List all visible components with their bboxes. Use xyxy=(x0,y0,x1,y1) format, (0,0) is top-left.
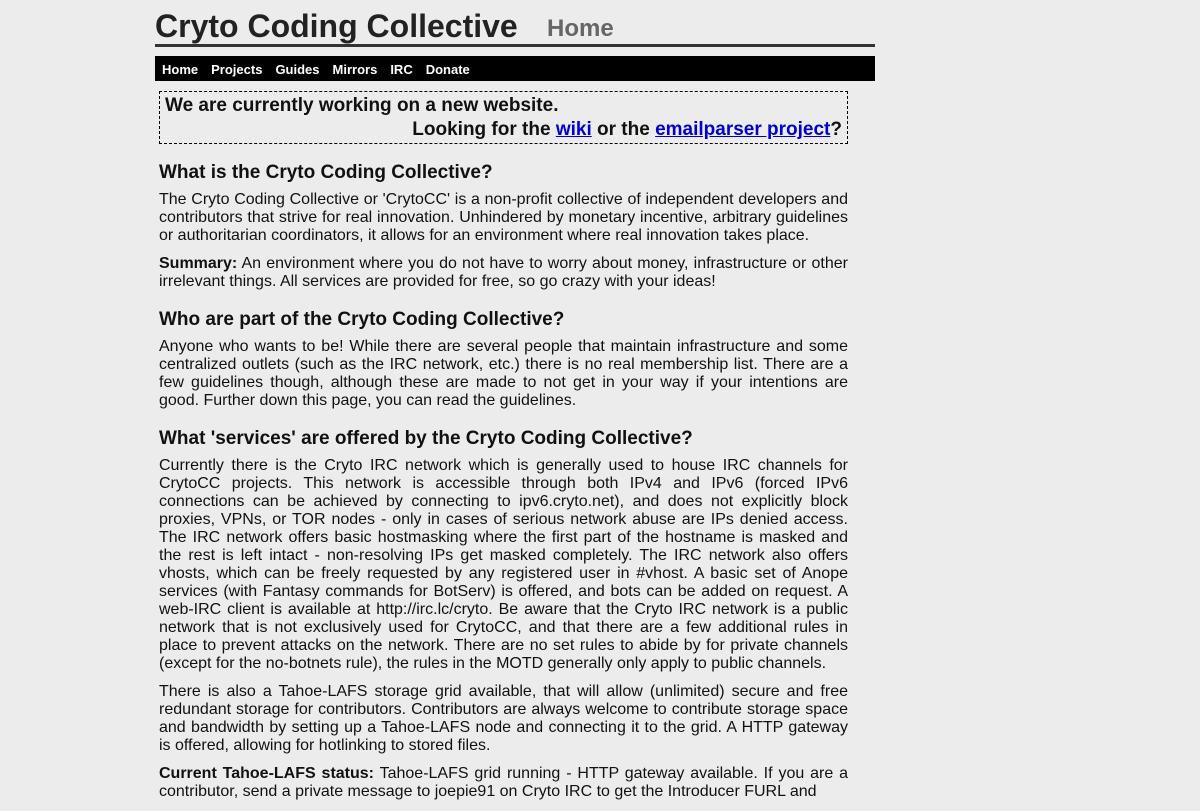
notice-prefix: Looking for the xyxy=(412,119,556,140)
heading-what-is: What is the Cryto Coding Collective? xyxy=(159,162,493,183)
services-tahoe-paragraph: There is also a Tahoe-LAFS storage grid available, that will allow (unlimited) secure and free redundant storage for contributors. Contributors are always welcome to contribute storage space and bandwidth by setting up a Tahoe-LAFS node and connecting it to the grid. A HTTP gateway is offered, allowing for hotlinking to stored files. xyxy=(159,683,848,754)
notice-line2 xyxy=(165,118,842,142)
summary-text: An environment where you do not have to worry about money, infrastructure or other irrelevant things. All services are provided for free, so go crazy with your ideas! xyxy=(159,255,848,290)
services-irc-paragraph: Currently there is the Cryto IRC network which is generally used to house IRC channels for CrytoCC projects. This network is accessible through both IPv4 and IPv6 (forced IPv6 connections can be achieved by connecting to ipv6.cryto.net), and does not explicitly block proxies, VPNs, or TOR nodes - only in cases of serious network abuse are IPs denied access. The IRC network offers basic hostmasking where the first part of the hostname is masked and the rest is left intact - non-resolving IPs get masked completely. The IRC network also offers vhosts, which can be freely requested by any registered user in #vhost. A basic set of Anope services (with Fantasy commands for BotServ) is offered, and bots can be added on request. A web-IRC client is available at http://irc.lc/cryto. Be aware that the Cryto IRC network is a public network that is not exclusively used for CrytoCC, and that there are a few additional rules in place to prevent attacks on the network. There are no set rules to abide by for private channels (except for the no-botnets rule), the rules in the MOTD generally only apply to public channels. xyxy=(159,457,848,672)
notice-suffix: ? xyxy=(830,119,842,140)
who-are-paragraph: Anyone who wants to be! While there are several people that maintain infrastructure and some centralized outlets (such as the IRC network, etc.) there is no real membership list. There are a few guidelines though, although these are made to not get in your way if your intentions are good. Further down this page, you can read the guidelines. xyxy=(159,338,848,409)
site-title: Cryto Coding Collective xyxy=(155,8,518,44)
page-subtitle: Home xyxy=(547,15,614,42)
summary-paragraph xyxy=(159,255,848,291)
tahoe-status-text: Tahoe-LAFS grid running - HTTP gateway available. If you are a contributor, send a private message to joepie91 on Cryto IRC to get the Introducer FURL and xyxy=(159,765,849,800)
wiki-link[interactable]: wiki xyxy=(555,119,592,140)
new-website-notice xyxy=(159,91,848,144)
tahoe-status-label: Current Tahoe-LAFS status: xyxy=(159,765,375,782)
main-content xyxy=(159,91,848,801)
nav-mirrors[interactable]: Mirrors xyxy=(332,62,378,77)
page-header xyxy=(155,0,875,47)
nav-guides[interactable]: Guides xyxy=(275,62,320,77)
summary-label: Summary: xyxy=(159,255,238,272)
main-navbar xyxy=(155,56,875,81)
what-is-paragraph: The Cryto Coding Collective or 'CrytoCC' is a non-profit collective of independent developers and contributors that strive for real innovation. Unhindered by monetary incentive, arbitrary guidelines or authoritarian coordinators, it allows for an environment where real innovation takes place. xyxy=(159,191,848,244)
nav-irc[interactable]: IRC xyxy=(390,62,413,77)
notice-middle: or the xyxy=(591,119,656,140)
heading-who-are: Who are part of the Cryto Coding Collective? xyxy=(159,309,565,330)
nav-home[interactable]: Home xyxy=(162,62,199,77)
notice-line1: We are currently working on a new website. xyxy=(165,95,559,116)
nav-projects[interactable]: Projects xyxy=(211,62,263,77)
emailparser-project-link[interactable]: emailparser project xyxy=(655,119,831,140)
page-wrapper xyxy=(155,0,875,811)
heading-services: What 'services' are offered by the Cryto Coding Collective? xyxy=(159,428,693,449)
nav-donate[interactable]: Donate xyxy=(425,62,470,77)
tahoe-status-paragraph xyxy=(159,765,848,801)
